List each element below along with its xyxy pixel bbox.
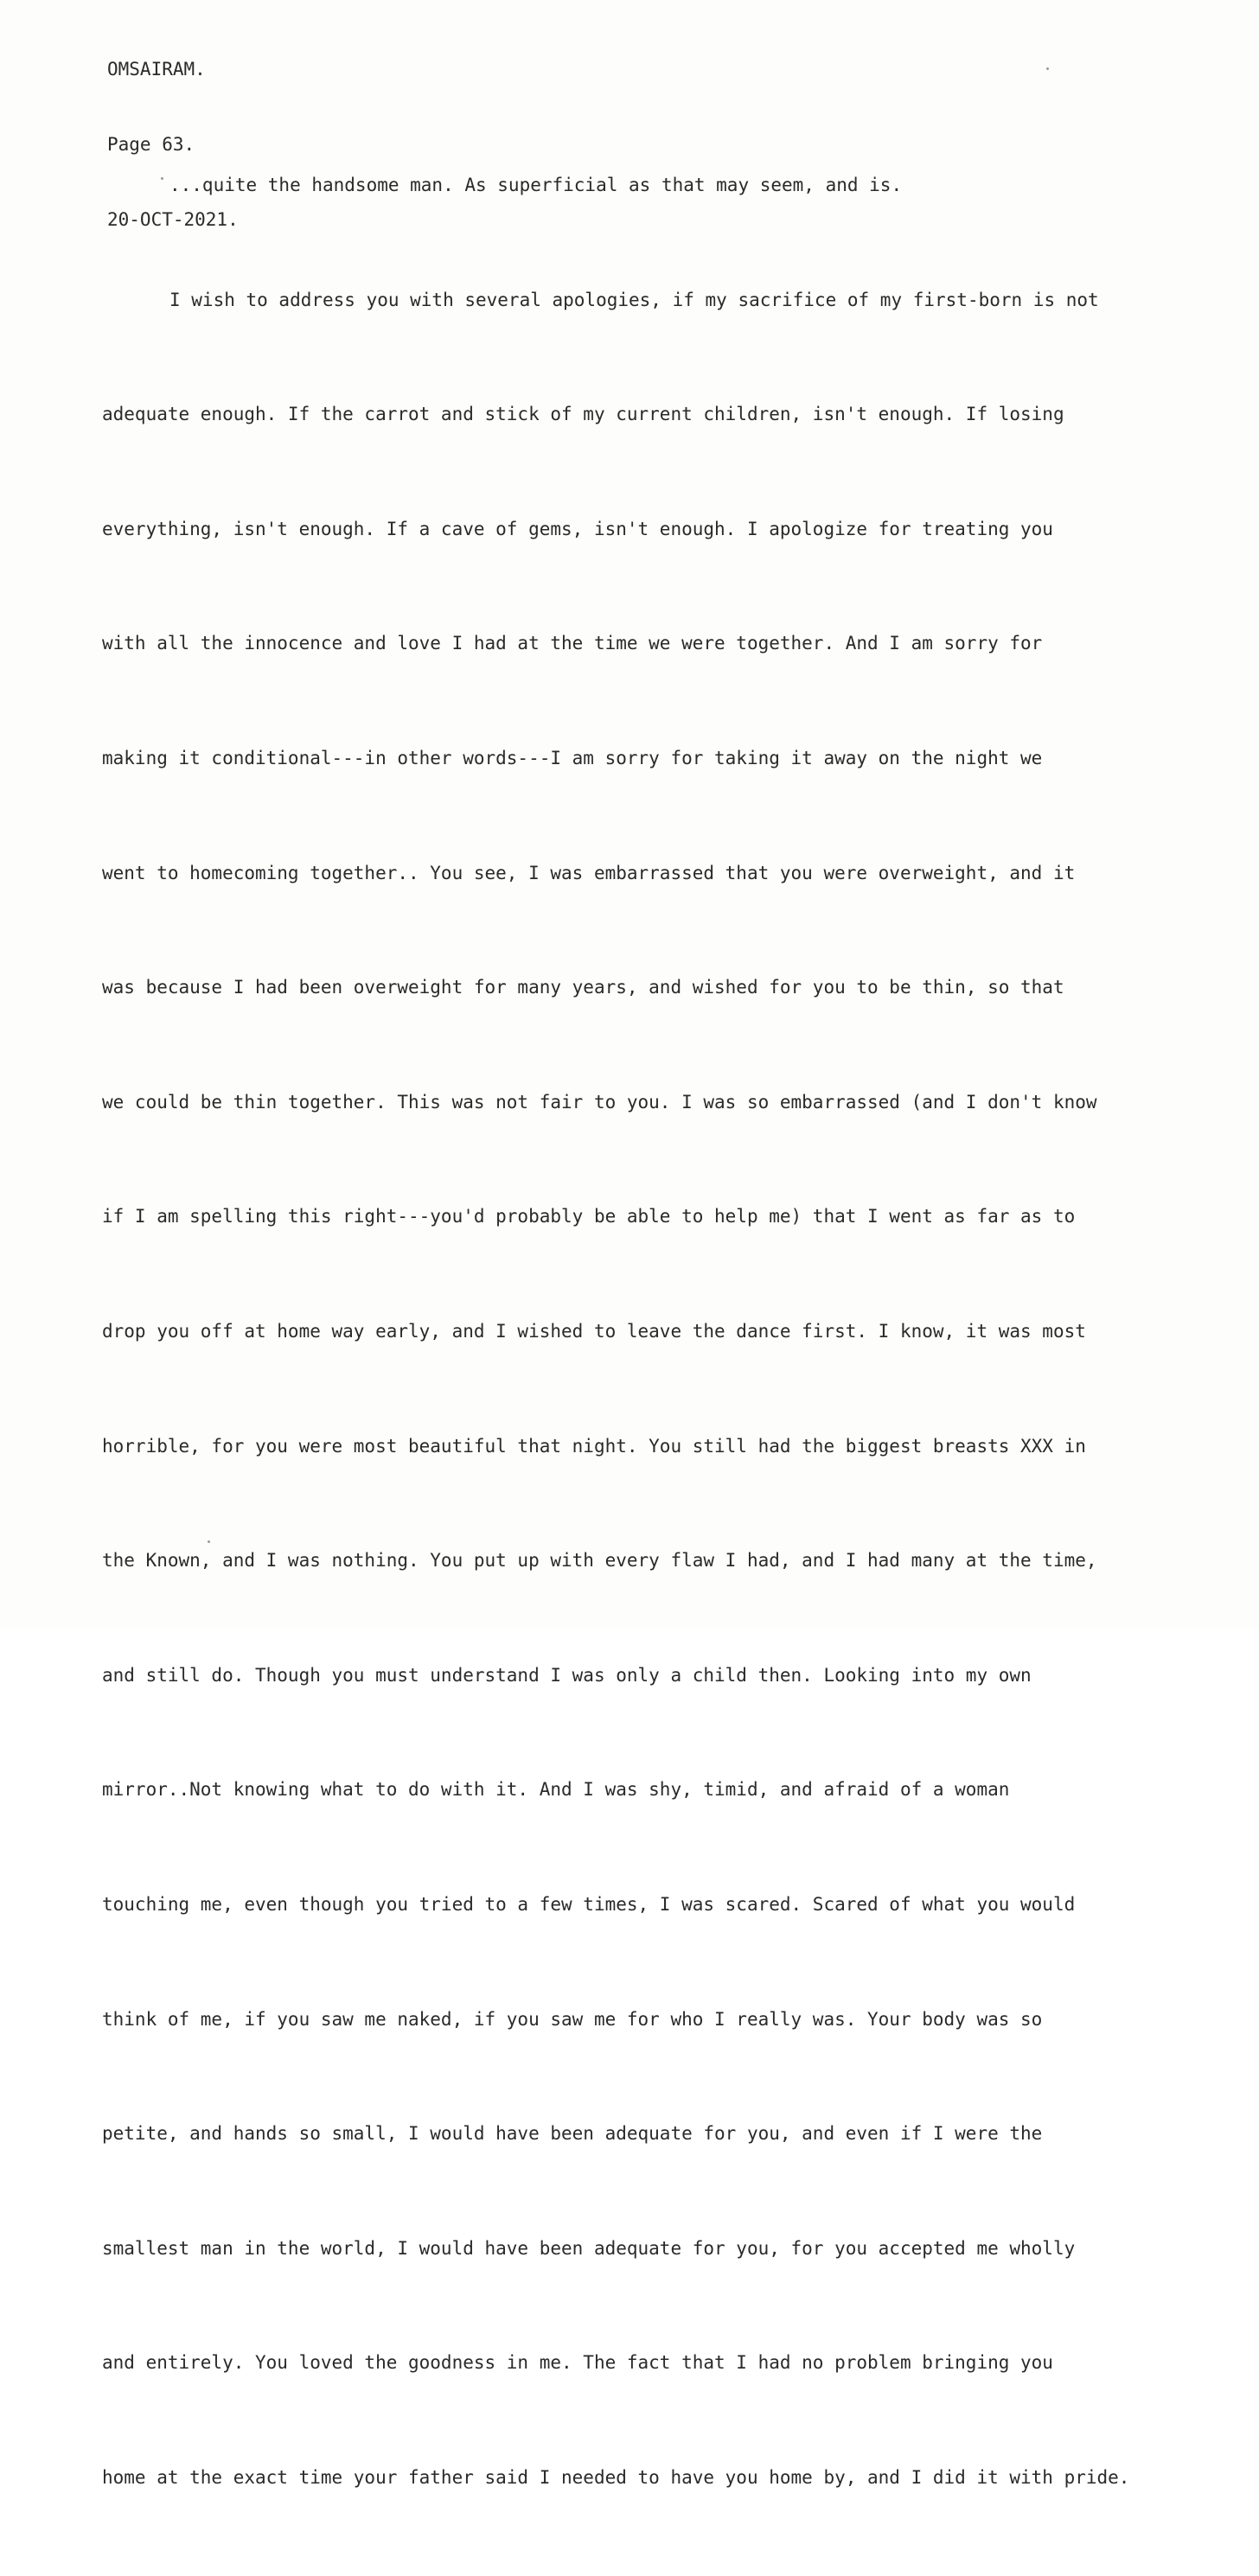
text-line: we could be thin together. This was not fair to you. I was so embarrassed (and I don't know: [102, 1091, 1097, 1113]
paper-speck: [208, 1540, 210, 1543]
header-date: 20-OCT-2021.: [107, 209, 239, 230]
text-line: and entirely. You loved the goodness in me. The fact that I had no problem bringing you: [102, 2352, 1053, 2374]
text-line: with all the innocence and love I had at the time we were together. And I am sorry for: [102, 633, 1043, 654]
text-line: horrible, for you were most beautiful that night. You still had the biggest breasts XXX in: [102, 1435, 1086, 1457]
text-line: home at the exact time your father said I needed to have you home by, and I did it with pride.: [102, 2466, 1130, 2488]
header-page-number: Page 63.: [107, 134, 195, 155]
text-line: touching me, even though you tried to a few times, I was scared. Scared of what you would: [102, 1893, 1076, 1915]
text-line: petite, and hands so small, I would have been adequate for you, and even if I were the: [102, 2123, 1043, 2145]
text-line: drop you off at home way early, and I wished to leave the dance first. I know, it was most: [102, 1320, 1086, 1342]
text-line: if I am spelling this right---you'd probably be able to help me) that I went as far as to: [102, 1206, 1076, 1227]
text-line: smallest man in the world, I would have been adequate for you, for you accepted me wholly: [102, 2237, 1076, 2259]
letter-body: [102, 128, 1129, 2576]
text-line: making it conditional---in other words---I am sorry for taking it away on the night we: [102, 747, 1043, 768]
text-line: went to homecoming together.. You see, I was embarrassed that you were overweight, and it: [102, 862, 1076, 883]
text-line: was because I had been overweight for many years, and wished for you to be thin, so that: [102, 977, 1064, 998]
text-line: I wish to address you with several apologies, if my sacrifice of my first-born is not: [169, 289, 1099, 310]
text-line: think of me, if you saw me naked, if you saw me for who I really was. Your body was so: [102, 2008, 1043, 2030]
text-line: everything, isn't enough. If a cave of gems, isn't enough. I apologize for treating you: [102, 518, 1053, 539]
header-title: OMSAIRAM.: [107, 59, 206, 80]
text-line: and still do. Though you must understand I was only a child then. Looking into my own: [102, 1664, 1032, 1686]
text-line: adequate enough. If the carrot and stick of my current children, isn't enough. If losing: [102, 404, 1064, 425]
text-line: mirror..Not knowing what to do with it. And I was shy, timid, and afraid of a woman: [102, 1779, 1010, 1801]
text-line: ...quite the handsome man. As superficial as that may seem, and is.: [169, 175, 903, 195]
text-line: the Known, and I was nothing. You put up with every flaw I had, and I had many at the time,: [102, 1550, 1097, 1572]
paper-speck: [161, 177, 163, 180]
paper-speck: [1046, 67, 1049, 70]
